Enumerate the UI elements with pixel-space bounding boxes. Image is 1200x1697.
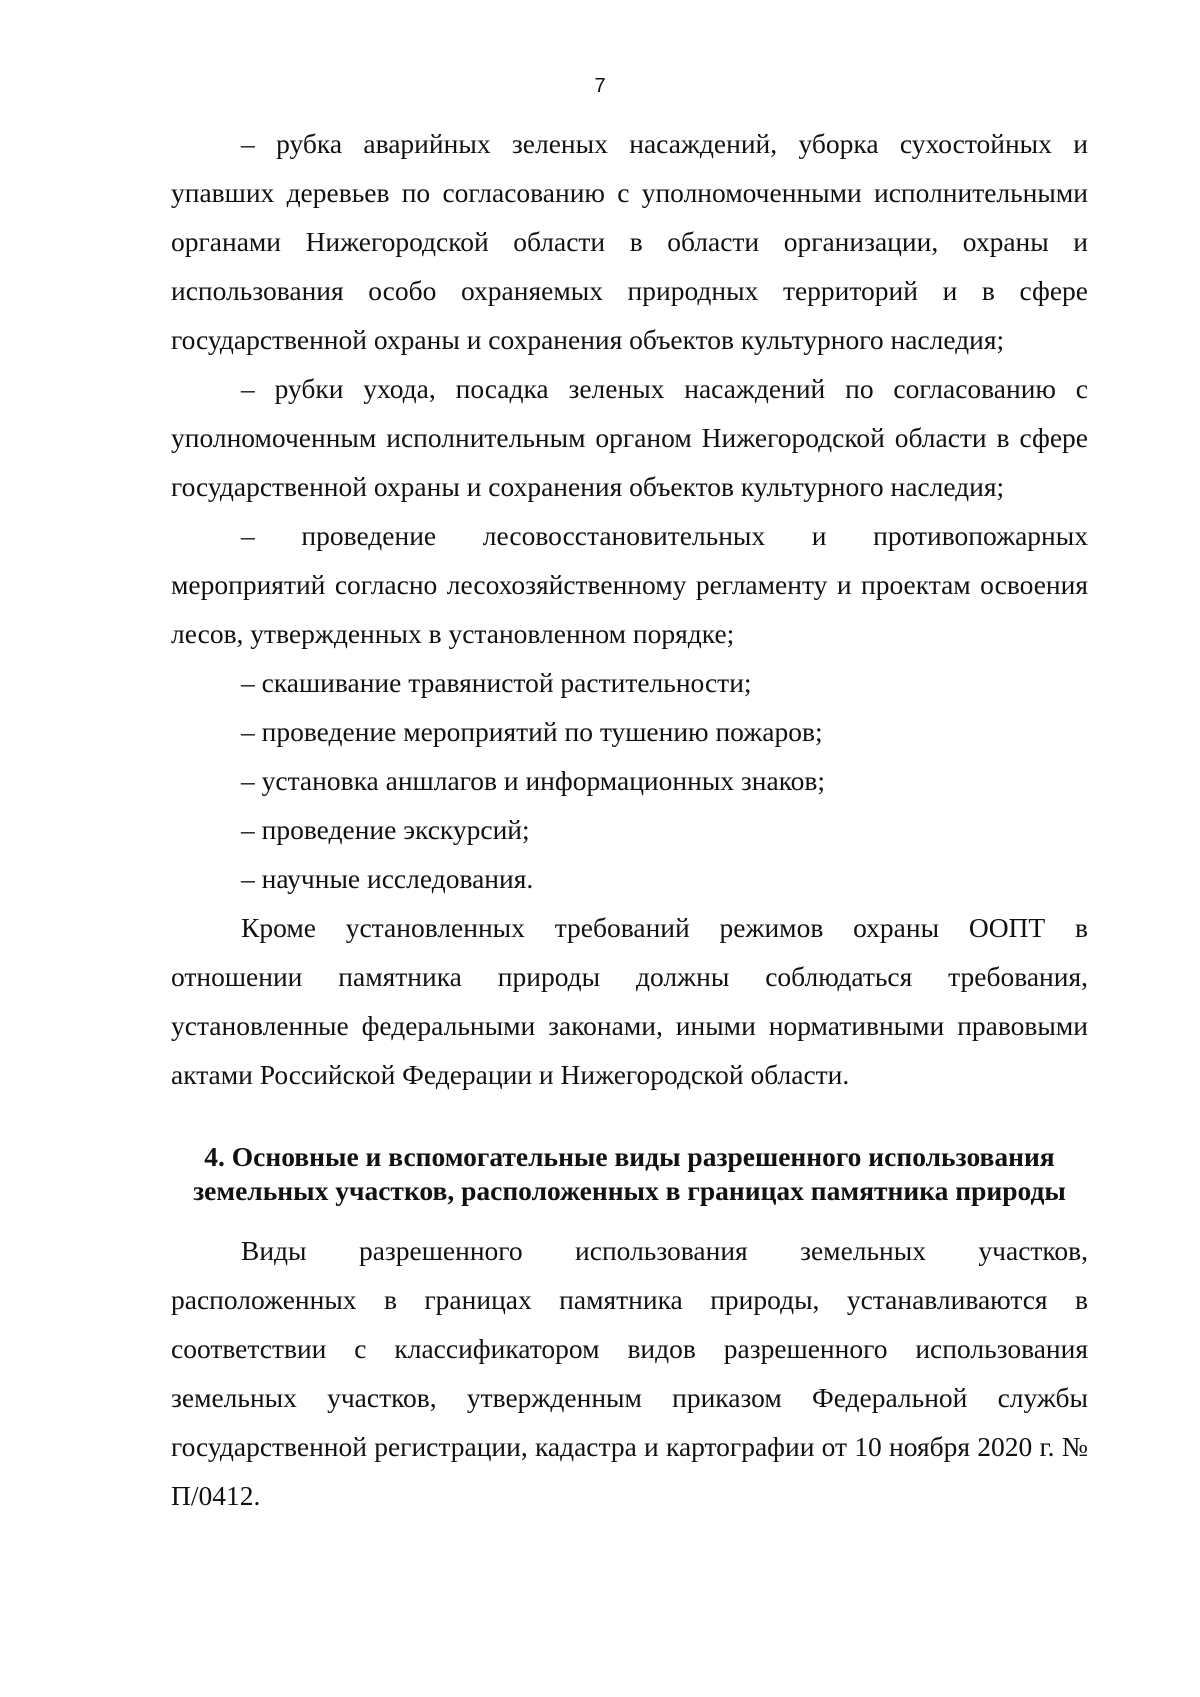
list-item-reforestation: – проведение лесовосстановительных и противопожарных мероприятий согласно лесохозяйственному регламенту и проектам освоения лесов, утвержденных в установленном порядке; (171, 520, 1088, 649)
page-number: 7 (594, 75, 606, 97)
section-heading-line-1: 4. Основные и вспомогательные виды разрешенного использования (204, 1141, 1055, 1172)
section-heading-line-2: земельных участков, расположенных в границах памятника природы (193, 1175, 1066, 1206)
list-item-firefighting: – проведение мероприятий по тушению пожаров; (241, 716, 823, 747)
list-item-excursions: – проведение экскурсий; (241, 814, 530, 845)
list-item-emergency-felling: – рубка аварийных зеленых насаждений, уборка сухостойных и упавших деревьев по согласованию с уполномоченными исполнительными органами Нижегородской области в области организации, охраны и использования особо охраняемых природных территорий и в сфере государственной охраны и сохранения объектов культурного наследия; (171, 128, 1088, 355)
list-item-signs: – установка аншлагов и информационных знаков; (241, 765, 826, 796)
permitted-activities-list (171, 119, 1088, 1099)
list-item-care-felling: – рубки ухода, посадка зеленых насаждений по согласованию с уполномоченным исполнительным органом Нижегородской области в сфере государственной охраны и сохранения объектов культурного наследия; (171, 373, 1088, 502)
section-heading (171, 1140, 1088, 1208)
section-paragraph: Виды разрешенного использования земельных участков, расположенных в границах памятника природы, устанавливаются в соответствии с классификатором видов разрешенного использования земельных участков, утвержденным приказом Федеральной службы государственной регистрации, кадастра и картографии от 10 ноября 2020 г. № П/0412. (171, 1235, 1088, 1511)
list-item-mowing: – скашивание травянистой растительности; (241, 667, 752, 698)
list-item-research: – научные исследования. (241, 863, 534, 894)
section-body (171, 1226, 1088, 1520)
closing-paragraph: Кроме установленных требований режимов охраны ООПТ в отношении памятника природы должны соблюдаться требования, установленные федеральными законами, иными нормативными правовыми актами Российской Федерации и Нижегородской области. (171, 912, 1088, 1090)
